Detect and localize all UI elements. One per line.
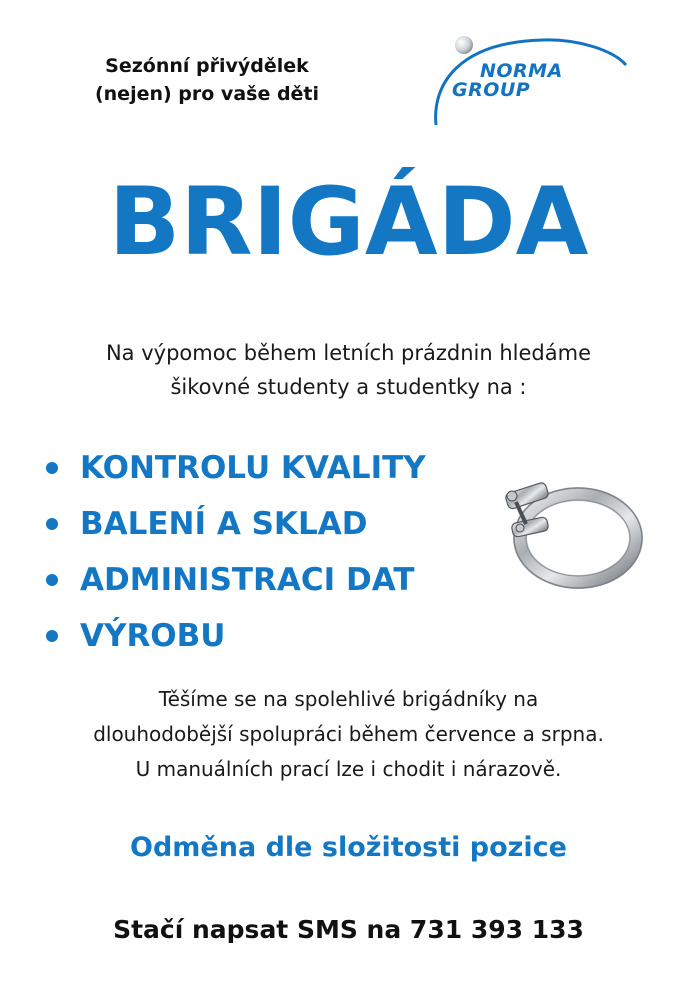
position-item <box>44 557 484 613</box>
logo-line-1: NORMA <box>480 60 563 82</box>
sms-call-to-action: Stačí napsat SMS na 731 393 133 <box>113 915 584 944</box>
intro-line-1: Na výpomoc během letních prázdnin hledáme <box>105 341 592 365</box>
headline: BRIGÁDA <box>108 168 589 277</box>
bullet-icon <box>46 518 58 530</box>
logo-text <box>446 62 626 100</box>
logo-sphere-icon <box>455 36 473 54</box>
intro-line-2: šikovné studenty a studentky na : <box>170 375 527 399</box>
tagline-line-2: (nejen) pro vaše děti <box>94 83 320 105</box>
logo-line-2: GROUP <box>452 79 531 101</box>
position-label: ADMINISTRACI DAT <box>80 562 415 598</box>
closing-text <box>20 682 677 787</box>
intro-text <box>20 336 677 404</box>
closing-line-1: Těšíme se na spolehlivé brigádníky na <box>158 687 539 711</box>
bullet-icon <box>46 574 58 586</box>
position-label: VÝROBU <box>80 618 226 654</box>
norma-group-logo <box>428 30 628 130</box>
position-item <box>44 613 484 669</box>
position-label: BALENÍ A SKLAD <box>80 506 368 542</box>
bullet-icon <box>46 462 58 474</box>
positions-list <box>44 445 484 669</box>
tagline-line-1: Sezónní přivýdělek <box>105 55 309 77</box>
v-band-clamp-icon <box>486 466 646 596</box>
reward-text: Odměna dle složitosti pozice <box>130 832 567 863</box>
clamp-image <box>486 466 646 596</box>
closing-line-3: U manuálních prací lze i chodit i nárazově. <box>135 757 562 781</box>
position-item <box>44 501 484 557</box>
closing-line-2: dlouhodobější spolupráci během července a srpna. <box>93 722 604 746</box>
bullet-icon <box>46 630 58 642</box>
tagline <box>62 52 352 108</box>
position-item <box>44 445 484 501</box>
position-label: KONTROLU KVALITY <box>80 450 426 486</box>
